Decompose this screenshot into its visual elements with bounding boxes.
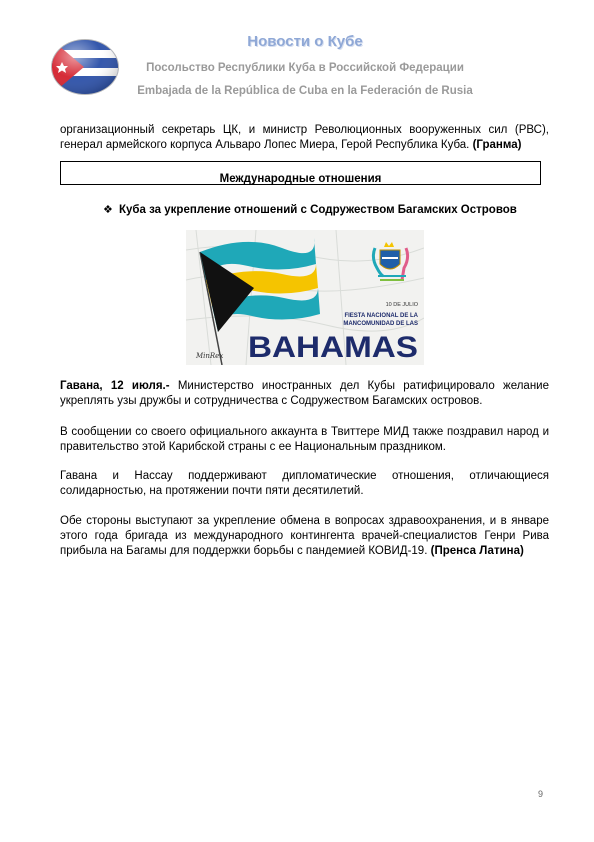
continuation-paragraph [60,123,549,153]
source-credit: (Гранма) [472,139,522,151]
paragraph-text: организационный секретарь ЦК, и министр Революционных вооруженных сил (РВС), генерал армейского корпуса Альваро Лопес Миера, Герой Республика Куба. [60,124,549,151]
paragraph-text: Обе стороны выступают за укрепление обмена в вопросах здравоохранения, и в январе этого года бригада из международного контингента врачей-специалистов Генри Рива прибыла на Багамы для поддержки борьбы с пандемией КОВИД-19. [60,515,549,557]
source-credit: (Пренса Латина) [430,545,524,557]
article-paragraph-2: В сообщении со своего официального аккаунта в Твиттере МИД также поздравил народ и правительство этой Карибской страны с ее Национальным праздником. [60,426,549,453]
diamond-bullet-icon: ❖ [103,204,113,216]
article-paragraph-3: Гавана и Нассау поддерживают дипломатические отношения, отличающиеся солидарностью, на протяжении почти пяти десятилетий. [60,470,549,497]
headline-text: Куба за укрепление отношений с Содружеством Багамских Островов [119,204,517,216]
embassy-name-ru: Посольство Республики Куба в Российской Федерации [146,62,464,74]
paragraph-text: Министерство иностранных дел Кубы ратифицировало желание укреплять узы дружбы и сотрудничества с Содружеством Багамских островов. [60,380,549,407]
banner-line-1: FIESTA NACIONAL DE LA [344,313,418,319]
page-number: 9 [538,789,544,799]
banner-country-name: BAHAMAS [248,331,418,364]
article-dateline: Гавана, 12 июля.- [60,380,170,392]
banner-line-2: MANCOMUNIDAD DE LAS [343,321,418,327]
newsletter-title: Новости о Кубе [247,33,363,50]
article-paragraph-1 [60,379,549,409]
section-heading: Международные отношения [60,161,541,185]
banner-signature: MinRex [196,352,224,360]
bahamas-banner-image [186,230,424,365]
article-headline [103,203,517,216]
banner-date: 10 DE JULIO [385,302,418,308]
cuba-flag-logo [50,38,120,96]
article-paragraph-4 [60,514,549,559]
embassy-name-es: Embajada de la República de Cuba en la Federación de Rusia [137,85,473,97]
